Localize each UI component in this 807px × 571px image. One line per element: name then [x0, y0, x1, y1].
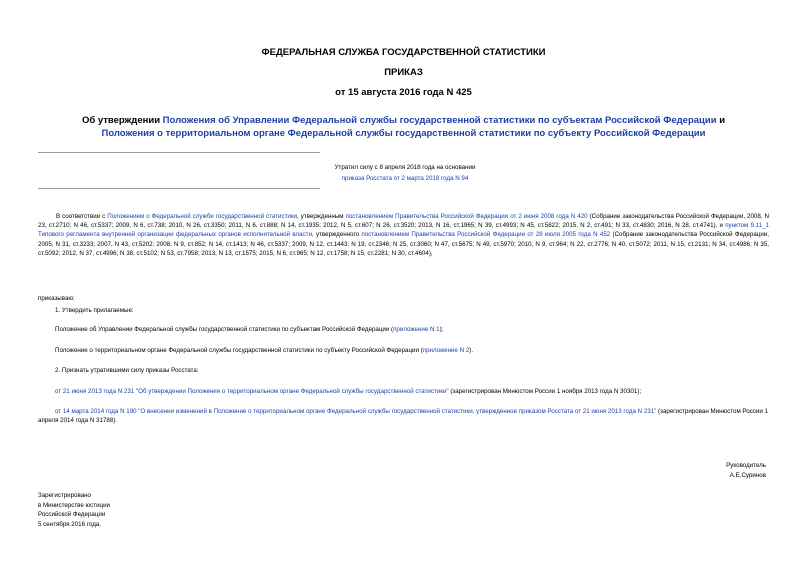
- title-conjunction: и: [716, 115, 726, 126]
- preamble-link-reglament-clause[interactable]: пунктом 9.11_1 Типового регламента внутренней организации федеральных органов исполнительной власти: [38, 222, 769, 239]
- registration-block: [38, 491, 110, 529]
- document-date-number: от 15 августа 2016 года N 425: [335, 87, 472, 98]
- registration-line-2: в Министерстве юстиции: [38, 501, 111, 509]
- registration-line-3: Российской Федерации: [38, 511, 106, 518]
- appendix-2-link[interactable]: приложение N 2: [422, 347, 470, 354]
- order-item-2a-text: (зарегистрирован Минюстом России 1 ноября 2013 года N 30301);: [448, 388, 642, 395]
- order-item-1a: [38, 325, 769, 334]
- preamble-text-2: , утвержденным: [297, 213, 346, 220]
- order-item-2b-text: (зарегистрирован Минюстом России 1 апреля 2014 года N 31788).: [38, 408, 768, 425]
- order-item-1a-text: Положение об Управлении Федеральной службы государственной статистики по субъектам Российской Федерации (: [55, 326, 394, 333]
- lost-force-note: [320, 162, 490, 184]
- registration-line-1: Зарегистрировано: [38, 492, 91, 499]
- appendix-1-link[interactable]: приложение N 1: [393, 326, 440, 333]
- divider-bottom: [38, 188, 320, 189]
- order-command: приказываю:: [38, 295, 75, 302]
- title-link-regulation-territorial[interactable]: Положения о территориальном органе Федеральной службы государственной статистики по субъекту Российской Федерации: [101, 128, 706, 139]
- preamble-text-1: В соответствии с: [56, 213, 108, 220]
- signatory-position: Руководитель: [726, 462, 766, 469]
- revoked-order-190-link[interactable]: от 14 марта 2014 года N 190 "О внесении изменений в Положение о территориальном органе Федеральной службы государственной статистики, утвержденное приказом Росстата от 21 июня 2013 года N 231": [55, 408, 657, 415]
- preamble-link-decree-420[interactable]: постановлением Правительства Российской Федерации от 2 июня 2008 года N 420: [345, 213, 588, 220]
- order-item-1b-text: Положение о территориальном органе Федеральной службы государственной статистики по субъекту Российской Федерации (: [55, 347, 423, 354]
- order-item-1b: [38, 346, 769, 355]
- preamble-link-decree-452[interactable]: постановлением Правительства Российской Федерации от 28 июля 2005 года N 452: [361, 231, 611, 239]
- document-title: [60, 114, 747, 140]
- document-type: ПРИКАЗ: [384, 67, 423, 78]
- order-item-1b-end: ).: [469, 347, 474, 354]
- lost-force-text: Утратил силу с 8 апреля 2018 года на основании: [334, 164, 476, 171]
- agency-name: ФЕДЕРАЛЬНАЯ СЛУЖБА ГОСУДАРСТВЕННОЙ СТАТИСТИКИ: [261, 47, 546, 58]
- lost-force-link[interactable]: приказа Росстата от 2 марта 2018 года N 94: [341, 175, 469, 182]
- order-item-2: 2. Признать утратившими силу приказы Росстата:: [55, 367, 199, 374]
- order-item-2b: [38, 407, 769, 425]
- revoked-order-231-link[interactable]: от 21 июня 2013 года N 231 "Об утверждении Положения о территориальном органе Федеральной службы государственной статистики": [55, 388, 449, 395]
- divider-top: [38, 152, 320, 153]
- order-item-1a-end: );: [439, 326, 444, 333]
- preamble-paragraph: [38, 212, 769, 258]
- signatory-name: А.Е.Суринов: [729, 471, 766, 479]
- order-item-2a: [38, 387, 769, 396]
- preamble-text-3: (Собрание законодательства Российской Федерации, 2008, N 23, ст.2710; N 46, ст.5337; 2009, N 6, ст.738; 2010, N 26, ст.3350; 2011, N 6, ст.888; N 14, ст.1935; 2012, N 5, ст.607; N 26, ст.3520; 2013, N 16, ст.1965; N 39, ст.4993; N 45, ст.5822; 2015, N 2, ст.491; N 33, ст.4830; 2016, N 28, ст.4741), и: [38, 213, 769, 230]
- registration-line-4: 5 сентября 2016 года,: [38, 520, 101, 528]
- preamble-text-4: , утвержденного: [311, 231, 362, 239]
- title-prefix: Об утверждении: [81, 115, 163, 126]
- order-item-1: 1. Утвердить прилагаемые:: [55, 307, 134, 314]
- title-link-regulation-directorate[interactable]: Положения об Управлении Федеральной службы государственной статистики по субъектам Российской Федерации: [162, 115, 717, 126]
- preamble-text-5: (Собрание законодательства Российской Федерации, 2005, N 31, ст.3233; 2007, N 43, ст.5202; 2008, N 9, ст.852; N 14, ст.1413; N 46, ст.5337; 2009, N 12, ст.1443; N 19, ст.2346; N 25, ст.3060; N 47, ст.5675; N 49, ст.5970; 2010, N 9, ст.964; N 22, ст.2776; N 40, ст.5072; 2011, N 15, ст.2131; N 34, ст.4986; N 35, ст.5092; 2012, N 37, ст.4996; N 38, ст.5102; N 53, ст.7958; 2013, N 13, ст.1575; 2015, N 6, ст.965; N 12, ст.1758; N 15, ст.2281; N 30, ст.4604),: [38, 231, 769, 257]
- signature-block: [726, 461, 766, 480]
- preamble-link-regulation-rosstat[interactable]: Положением о Федеральной службе государственной статистики: [107, 213, 298, 220]
